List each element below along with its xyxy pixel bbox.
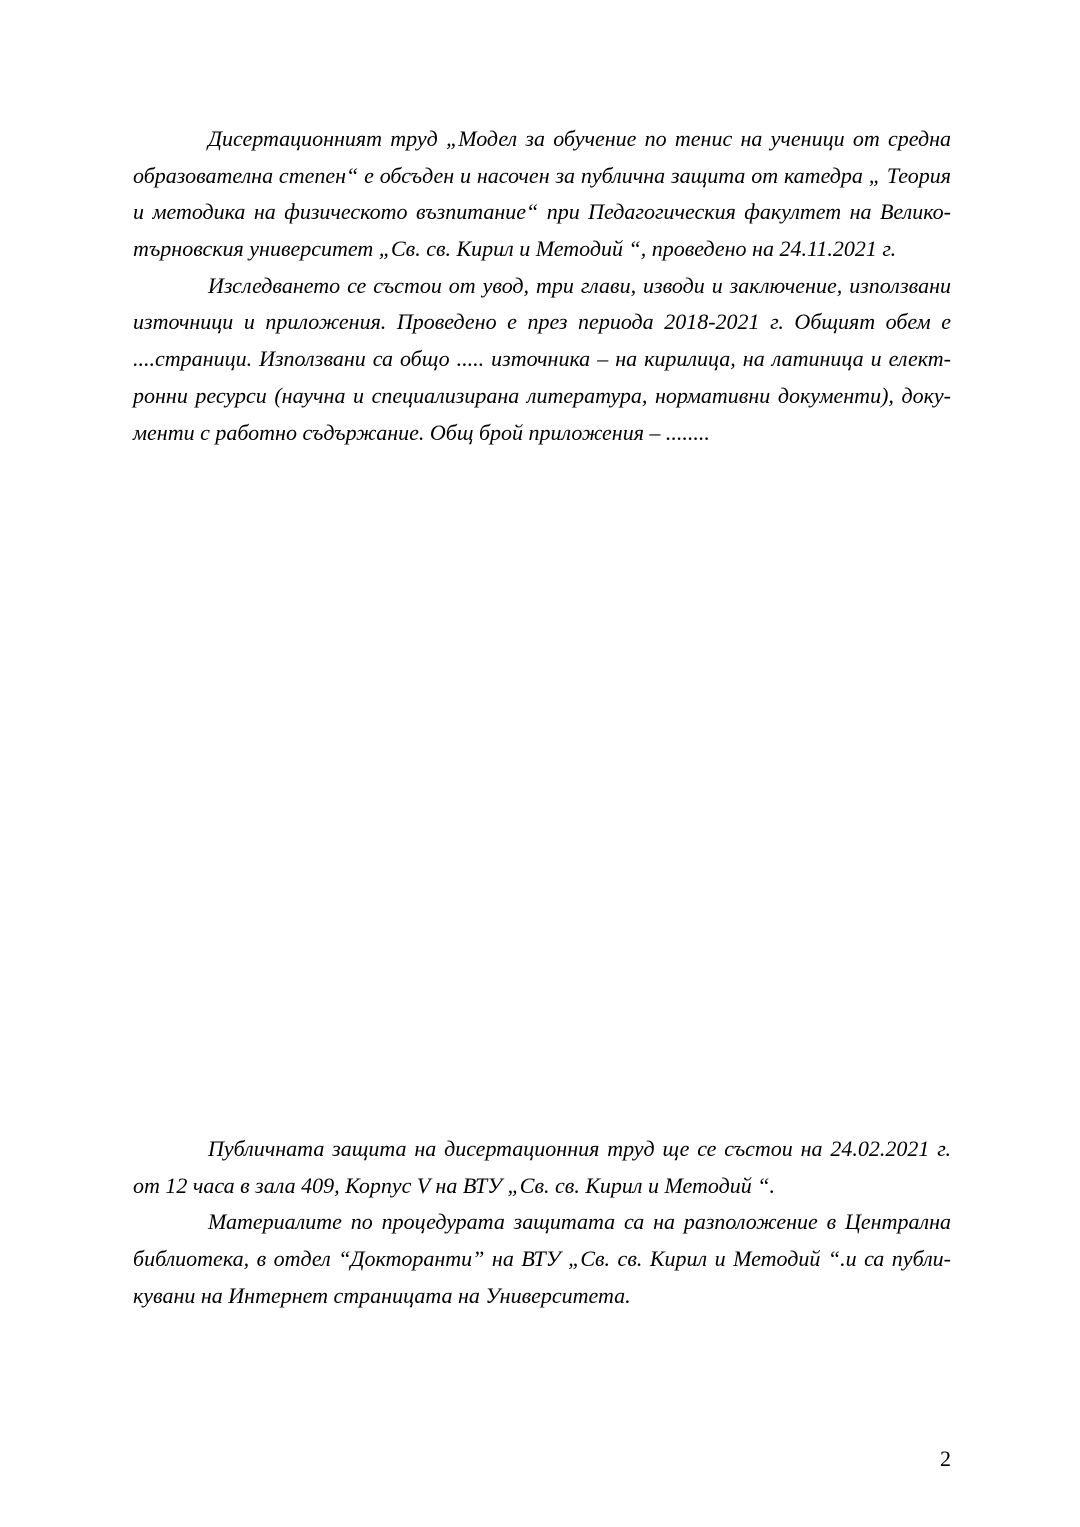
para1-line4: търновския университет „Св. св. Кирил и Методий “, проведено на 24.11.2021 г. xyxy=(133,236,897,262)
abstract-top-text-block xyxy=(133,121,951,451)
para2-line3: ....страници. Използвани са общо ..... източника – на кирилица, на латиница и елект- xyxy=(133,346,951,372)
defence-info-text-block xyxy=(133,1131,951,1314)
para3-line2: от 12 часа в зала 409, Корпус V на ВТУ „Св. св. Кирил и Методий “. xyxy=(133,1172,775,1198)
para4-line2: библиотека, в отдел “Докторанти” на ВТУ „Св. св. Кирил и Методий “.и са публи- xyxy=(133,1246,951,1272)
para3-line1: Публичната защита на дисертационния труд ще се състои на 24.02.2021 г. xyxy=(208,1136,951,1161)
para1-line2: образователна степен“ е обсъден и насочен за публична защита от катедра „ Теория xyxy=(133,162,951,188)
para1-line3: и методика на физическото възпитание“ при Педагогическия факултет на Велико- xyxy=(133,199,951,225)
para2-line5: менти с работно съдържание. Общ брой приложения – ........ xyxy=(133,419,710,445)
para2-line1: Изследването се състои от увод, три глави, изводи и заключение, използвани xyxy=(208,272,951,298)
para4-line1: Материалите по процедурата защитата са на разположение в Централна xyxy=(208,1209,951,1235)
para2-line2: източници и приложения. Проведено е през периода 2018-2021 г. Общият обем е xyxy=(133,309,951,335)
page-number: 2 xyxy=(940,1446,951,1471)
para4-line3: кувани на Интернет страницата на Университета. xyxy=(133,1282,631,1308)
para2-line4: ронни ресурси (научна и специализирана литература, нормативни документи), доку- xyxy=(133,382,951,408)
para1-line1: Дисертационният труд „Модел за обучение по тенис на ученици от средна xyxy=(208,126,951,151)
